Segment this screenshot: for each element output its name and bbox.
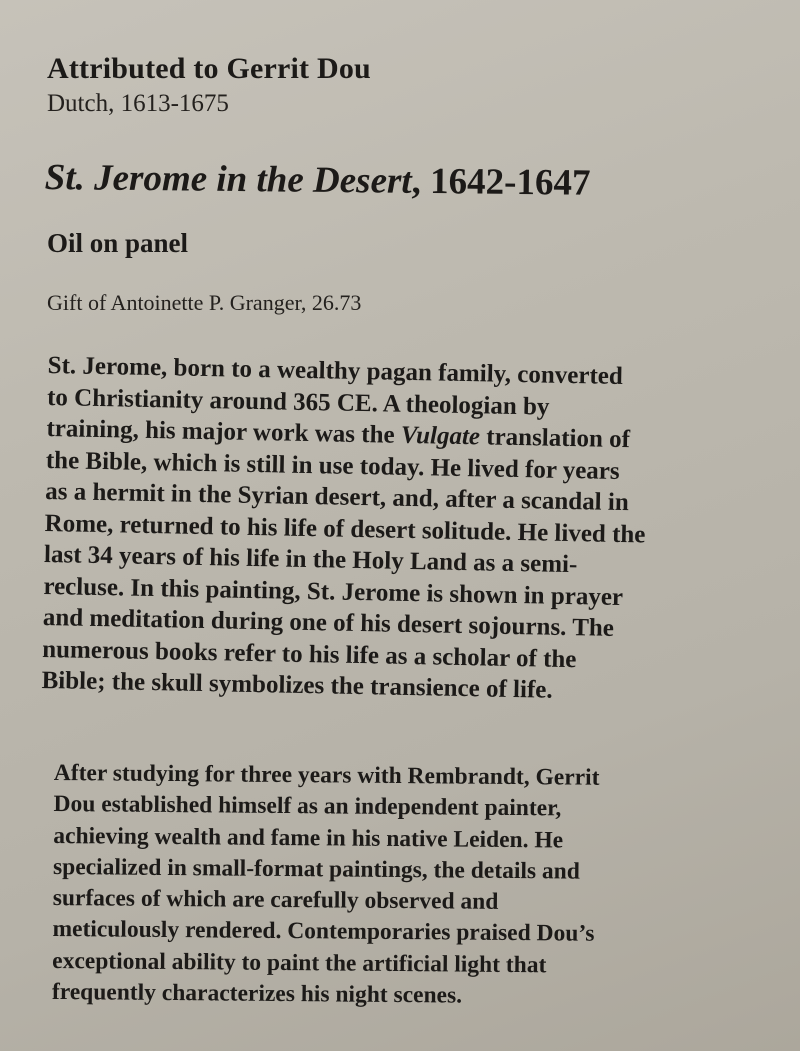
text-line: Bible; the skull symbolizes the transience of life. [41, 666, 553, 704]
artwork-title-line [45, 156, 591, 205]
description-paragraph-2 [52, 758, 600, 1013]
text-line: exceptional ability to paint the artificial light that [52, 947, 547, 979]
text-line: meticulously rendered. Contemporaries praised Dou’s [52, 916, 595, 948]
artwork-medium: Oil on panel [47, 228, 189, 258]
artwork-date: , 1642-1647 [411, 160, 591, 204]
artist-nationality-dates: Dutch, 1613-1675 [47, 90, 229, 117]
artwork-title: St. Jerome in the Desert [44, 156, 412, 202]
text-line: specialized in small-format paintings, the details and [52, 853, 580, 885]
text-line: Rome, returned to his life of desert solitude. He lived the [44, 509, 646, 549]
artist-name: Attributed to Gerrit Dou [47, 52, 371, 85]
text-run: translation of [479, 423, 631, 454]
text-line: St. Jerome, born to a wealthy pagan family, converted [47, 351, 624, 391]
text-line: recluse. In this painting, St. Jerome is shown in prayer [43, 572, 624, 611]
text-line: numerous books refer to his life as a scholar of the [42, 635, 577, 673]
text-line: surfaces of which are carefully observed and [52, 885, 499, 916]
text-line: frequently characterizes his night scenes. [51, 979, 463, 1009]
text-line: as a hermit in the Syrian desert, and, after a scandal in [45, 477, 630, 517]
text-line: the Bible, which is still in use today. He lived for years [45, 446, 620, 485]
text-line: After studying for three years with Rembrandt, Gerrit [53, 759, 600, 791]
text-line: to Christianity around 365 CE. A theologian by [46, 383, 550, 421]
text-line: and meditation during one of his desert sojourns. The [42, 603, 615, 642]
text-line: last 34 years of his life in the Holy Land as a semi- [43, 540, 578, 579]
description-paragraph-1 [41, 350, 648, 708]
vulgate-italic: Vulgate [400, 421, 481, 451]
text-line: achieving wealth and fame in his native Leiden. He [53, 822, 564, 854]
credit-line: Gift of Antoinette P. Granger, 26.73 [47, 290, 362, 315]
text-line: Dou established himself as an independent painter, [53, 791, 562, 822]
text-run: training, his major work was the [46, 414, 402, 449]
